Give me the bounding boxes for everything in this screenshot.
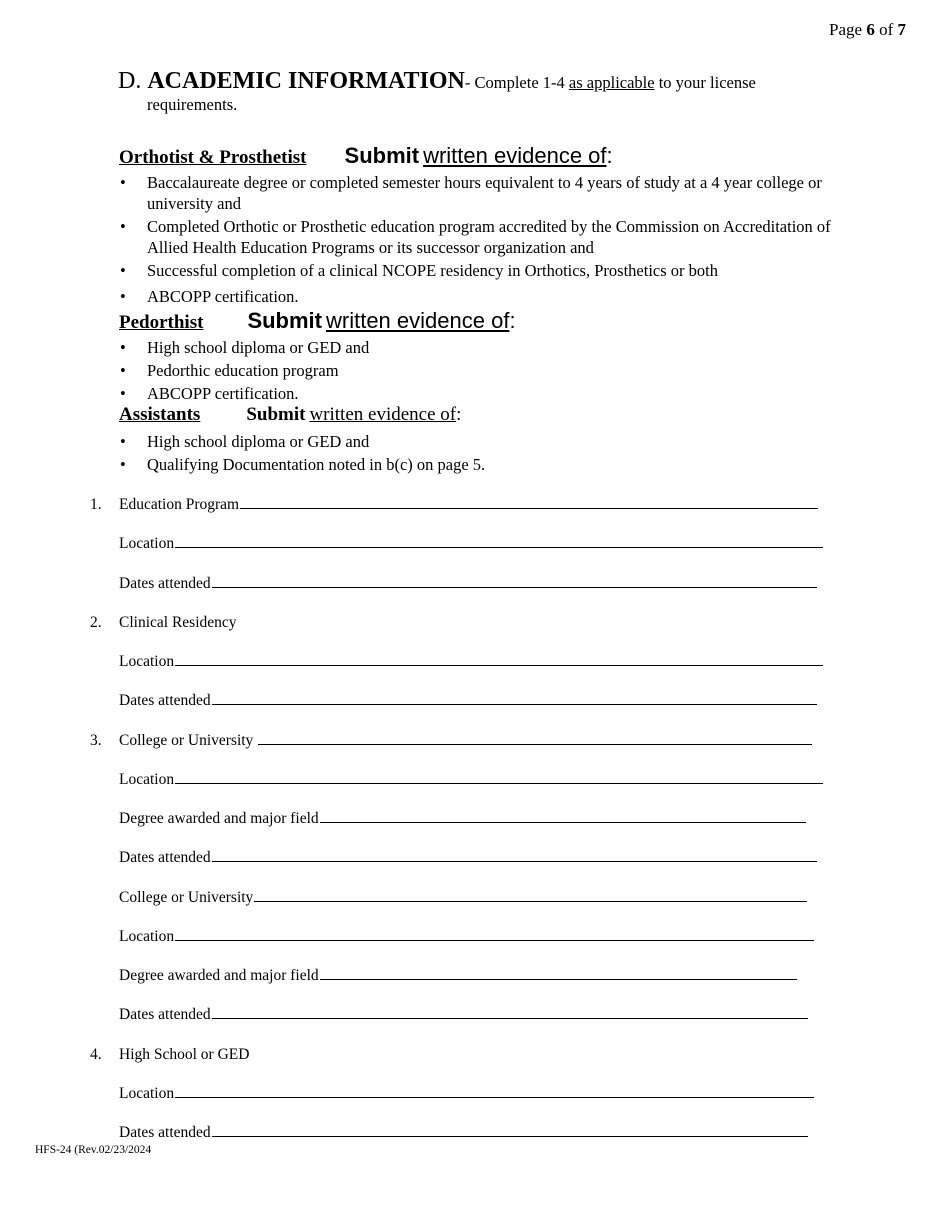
degree-major-field[interactable]: Degree awarded and major field	[119, 808, 806, 830]
residency-dates-field[interactable]: Dates attended	[119, 690, 817, 712]
list-item: • ABCOPP certification.	[120, 287, 299, 306]
clinical-residency-field: 2. Clinical Residency	[90, 614, 237, 631]
page-number: Page 6 of 7	[829, 20, 906, 39]
assistants-heading: Assistants Submit written evidence of:	[119, 404, 462, 425]
section-heading: D. ACADEMIC INFORMATION- Complete 1-4 as applicable to your license requirements.	[118, 68, 756, 114]
high-school-dates-field[interactable]: Dates attended	[119, 1122, 808, 1144]
pedorthist-requirements	[119, 337, 844, 404]
assistants-requirements	[119, 431, 844, 475]
list-item: • Completed Orthotic or Prosthetic education program accredited by the Commission on Accreditation of Allied Health Education Programs or its successor organization and	[120, 217, 831, 257]
list-item: • High school diploma or GED and	[120, 432, 370, 451]
degree-major-2-field[interactable]: Degree awarded and major field	[119, 965, 797, 987]
college-dates-field[interactable]: Dates attended	[119, 847, 817, 869]
list-item: • High school diploma or GED and	[120, 338, 370, 357]
high-school-location-field[interactable]: Location	[119, 1083, 814, 1105]
orthotist-prosthetist-requirements	[119, 172, 844, 307]
list-item: • ABCOPP certification.	[120, 384, 299, 403]
pedorthist-heading: Pedorthist Submit written evidence of:	[119, 308, 516, 333]
form-footer: HFS-24 (Rev.02/23/2024	[35, 1144, 152, 1156]
education-dates-field[interactable]: Dates attended	[119, 573, 817, 595]
list-item: • Successful completion of a clinical NCOPE residency in Orthotics, Prosthetics or both	[120, 261, 718, 280]
college-university-2-field[interactable]: College or University	[119, 887, 807, 909]
college-dates-2-field[interactable]: Dates attended	[119, 1004, 808, 1026]
section-title: ACADEMIC INFORMATION	[147, 68, 465, 94]
orthotist-prosthetist-heading: Orthotist & Prosthetist Submit written evidence of:	[119, 143, 613, 168]
residency-location-field[interactable]: Location	[119, 651, 823, 673]
education-location-field[interactable]: Location	[119, 533, 823, 555]
college-location-field[interactable]: Location	[119, 769, 823, 791]
list-item: • Qualifying Documentation noted in b(c) on page 5.	[120, 455, 486, 474]
high-school-ged-field: 4. High School or GED	[90, 1046, 250, 1063]
college-university-field[interactable]: 3. College or University	[119, 730, 812, 752]
college-location-2-field[interactable]: Location	[119, 926, 814, 948]
education-program-field[interactable]: 1. Education Program	[119, 494, 818, 516]
list-item: • Pedorthic education program	[120, 361, 339, 380]
list-item: • Baccalaureate degree or completed semester hours equivalent to 4 years of study at a 4 year college or university and	[120, 173, 822, 213]
